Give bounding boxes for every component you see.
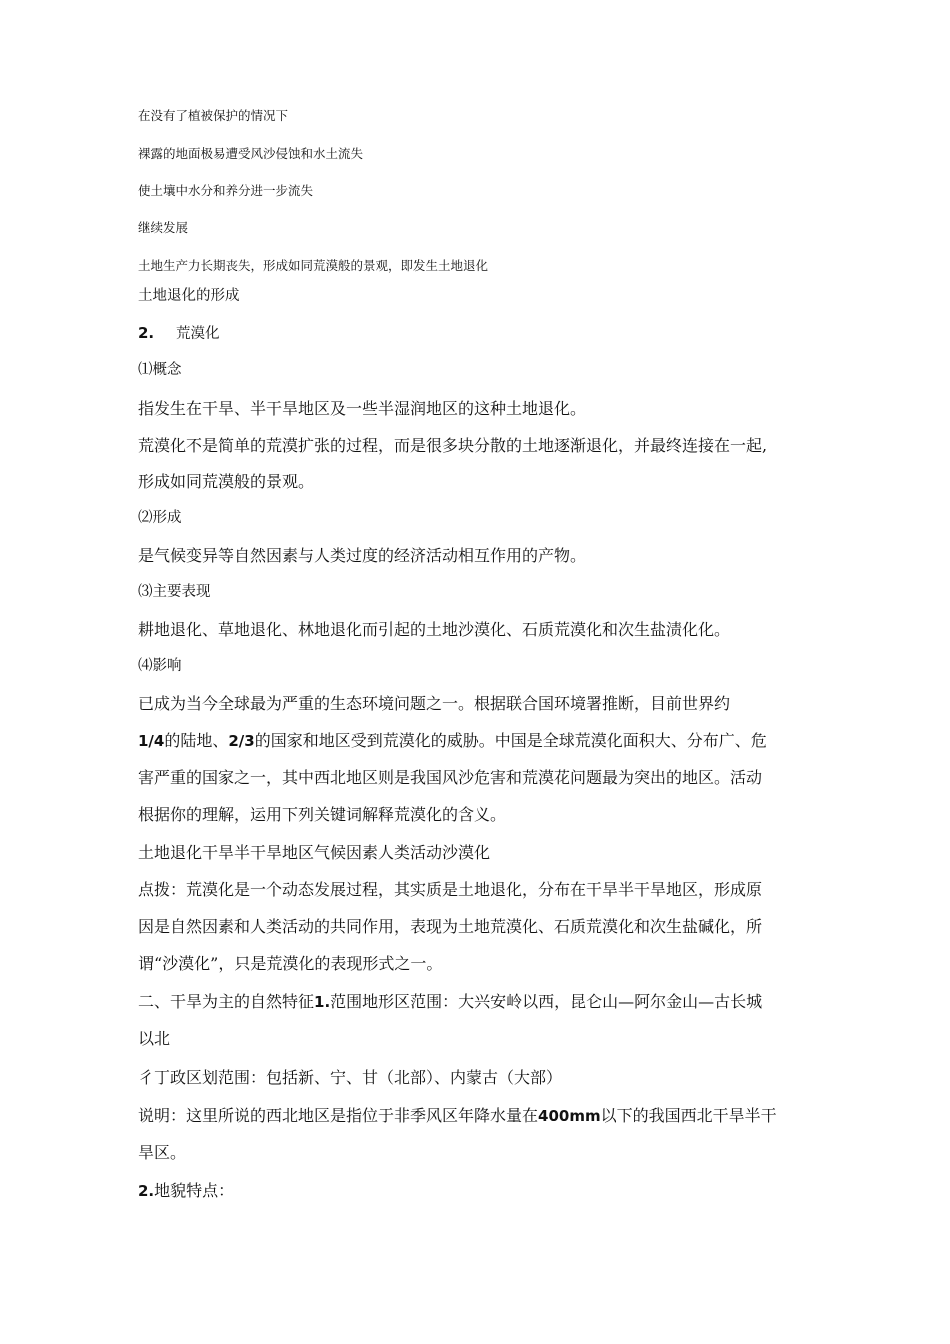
paragraph-line: 是气候变异等自然因素与人类过度的经济活动相互作用的产物。	[138, 546, 587, 565]
text-span: 二、干旱为主的自然特征	[138, 992, 315, 1011]
paragraph-line: 耕地退化、草地退化、林地退化而引起的土地沙漠化、石质荒漠化和次生盐渍化化。	[138, 620, 731, 639]
paragraph-line: 以北	[138, 1029, 171, 1048]
text-span: 范围地形区范围：大兴安岭以西，昆仑山—阿尔金山—古长城	[330, 992, 763, 1011]
flow-step-5: 土地生产力长期丧失，形成如同荒漠般的景观，即发生土地退化	[138, 258, 489, 273]
text-span: 地貌特点：	[154, 1181, 235, 1200]
flow-step-2: 裸露的地面极易遭受风沙侵蚀和水土流失	[138, 146, 364, 161]
fraction-value: 2/3	[228, 732, 255, 750]
paragraph-line: 形成如同荒漠般的景观。	[138, 472, 315, 491]
text-span: 以下的我国西北干旱半干	[600, 1106, 777, 1125]
paragraph-line: 旱区。	[138, 1143, 187, 1162]
section-title: 荒漠化	[176, 326, 220, 342]
subheading-impact: ⑷影响	[138, 658, 182, 674]
paragraph-line: 指发生在干旱、半干旱地区及一些半湿润地区的这种土地退化。	[138, 399, 587, 418]
paragraph-line	[138, 1108, 777, 1124]
section-number: 2.	[138, 324, 155, 342]
section-heading-desertification	[138, 326, 220, 342]
precipitation-value: 400mm	[538, 1107, 601, 1125]
paragraph-line: 已成为当今全球最为严重的生态环境问题之一。根据联合国环境署推断，目前世界约	[138, 694, 731, 713]
paragraph-line	[138, 733, 767, 749]
section-heading-arid	[138, 994, 762, 1010]
list-number: 1.	[314, 993, 331, 1011]
flow-step-3: 使土壤中水分和养分进一步流失	[138, 183, 314, 198]
paragraph-line: 荒漠化不是简单的荒漠扩张的过程，而是很多块分散的土地逐渐退化，并最终连接在一起,	[138, 436, 768, 455]
text-span: 的陆地、	[164, 731, 229, 750]
flow-caption: 土地退化的形成	[138, 288, 240, 304]
paragraph-line: 害严重的国家之一，其中西北地区则是我国风沙危害和荒漠花问题最为突出的地区。活动	[138, 768, 763, 787]
paragraph-line: 彳丁政区划范围：包括新、宁、甘（北部）、内蒙古（大部）	[138, 1068, 563, 1087]
flow-step-1: 在没有了植被保护的情况下	[138, 108, 289, 123]
paragraph-line: 谓“沙漠化”，只是荒漠化的表现形式之一。	[138, 954, 443, 973]
text-span: 的国家和地区受到荒漠化的威胁。中国是全球荒漠化面积大、分布广、危	[254, 731, 767, 750]
text-span: 说明：这里所说的西北地区是指位于非季风区年降水量在	[138, 1106, 539, 1125]
keyword-line: 土地退化干旱半干旱地区气候因素人类活动沙漠化	[138, 843, 491, 862]
paragraph-line: 点拨：荒漠化是一个动态发展过程，其实质是土地退化，分布在干旱半干旱地区，形成原	[138, 880, 763, 899]
subheading-concept: ⑴概念	[138, 362, 182, 378]
flow-step-4: 继续发展	[138, 220, 189, 235]
subheading-manifestation: ⑶主要表现	[138, 584, 211, 600]
fraction-value: 1/4	[138, 732, 165, 750]
list-number: 2.	[138, 1182, 155, 1200]
subheading-landform	[138, 1183, 234, 1199]
subheading-formation: ⑵形成	[138, 510, 182, 526]
paragraph-line: 根据你的理解，运用下列关键词解释荒漠化的含义。	[138, 805, 507, 824]
paragraph-line: 因是自然因素和人类活动的共同作用，表现为土地荒漠化、石质荒漠化和次生盐碱化，所	[138, 917, 763, 936]
